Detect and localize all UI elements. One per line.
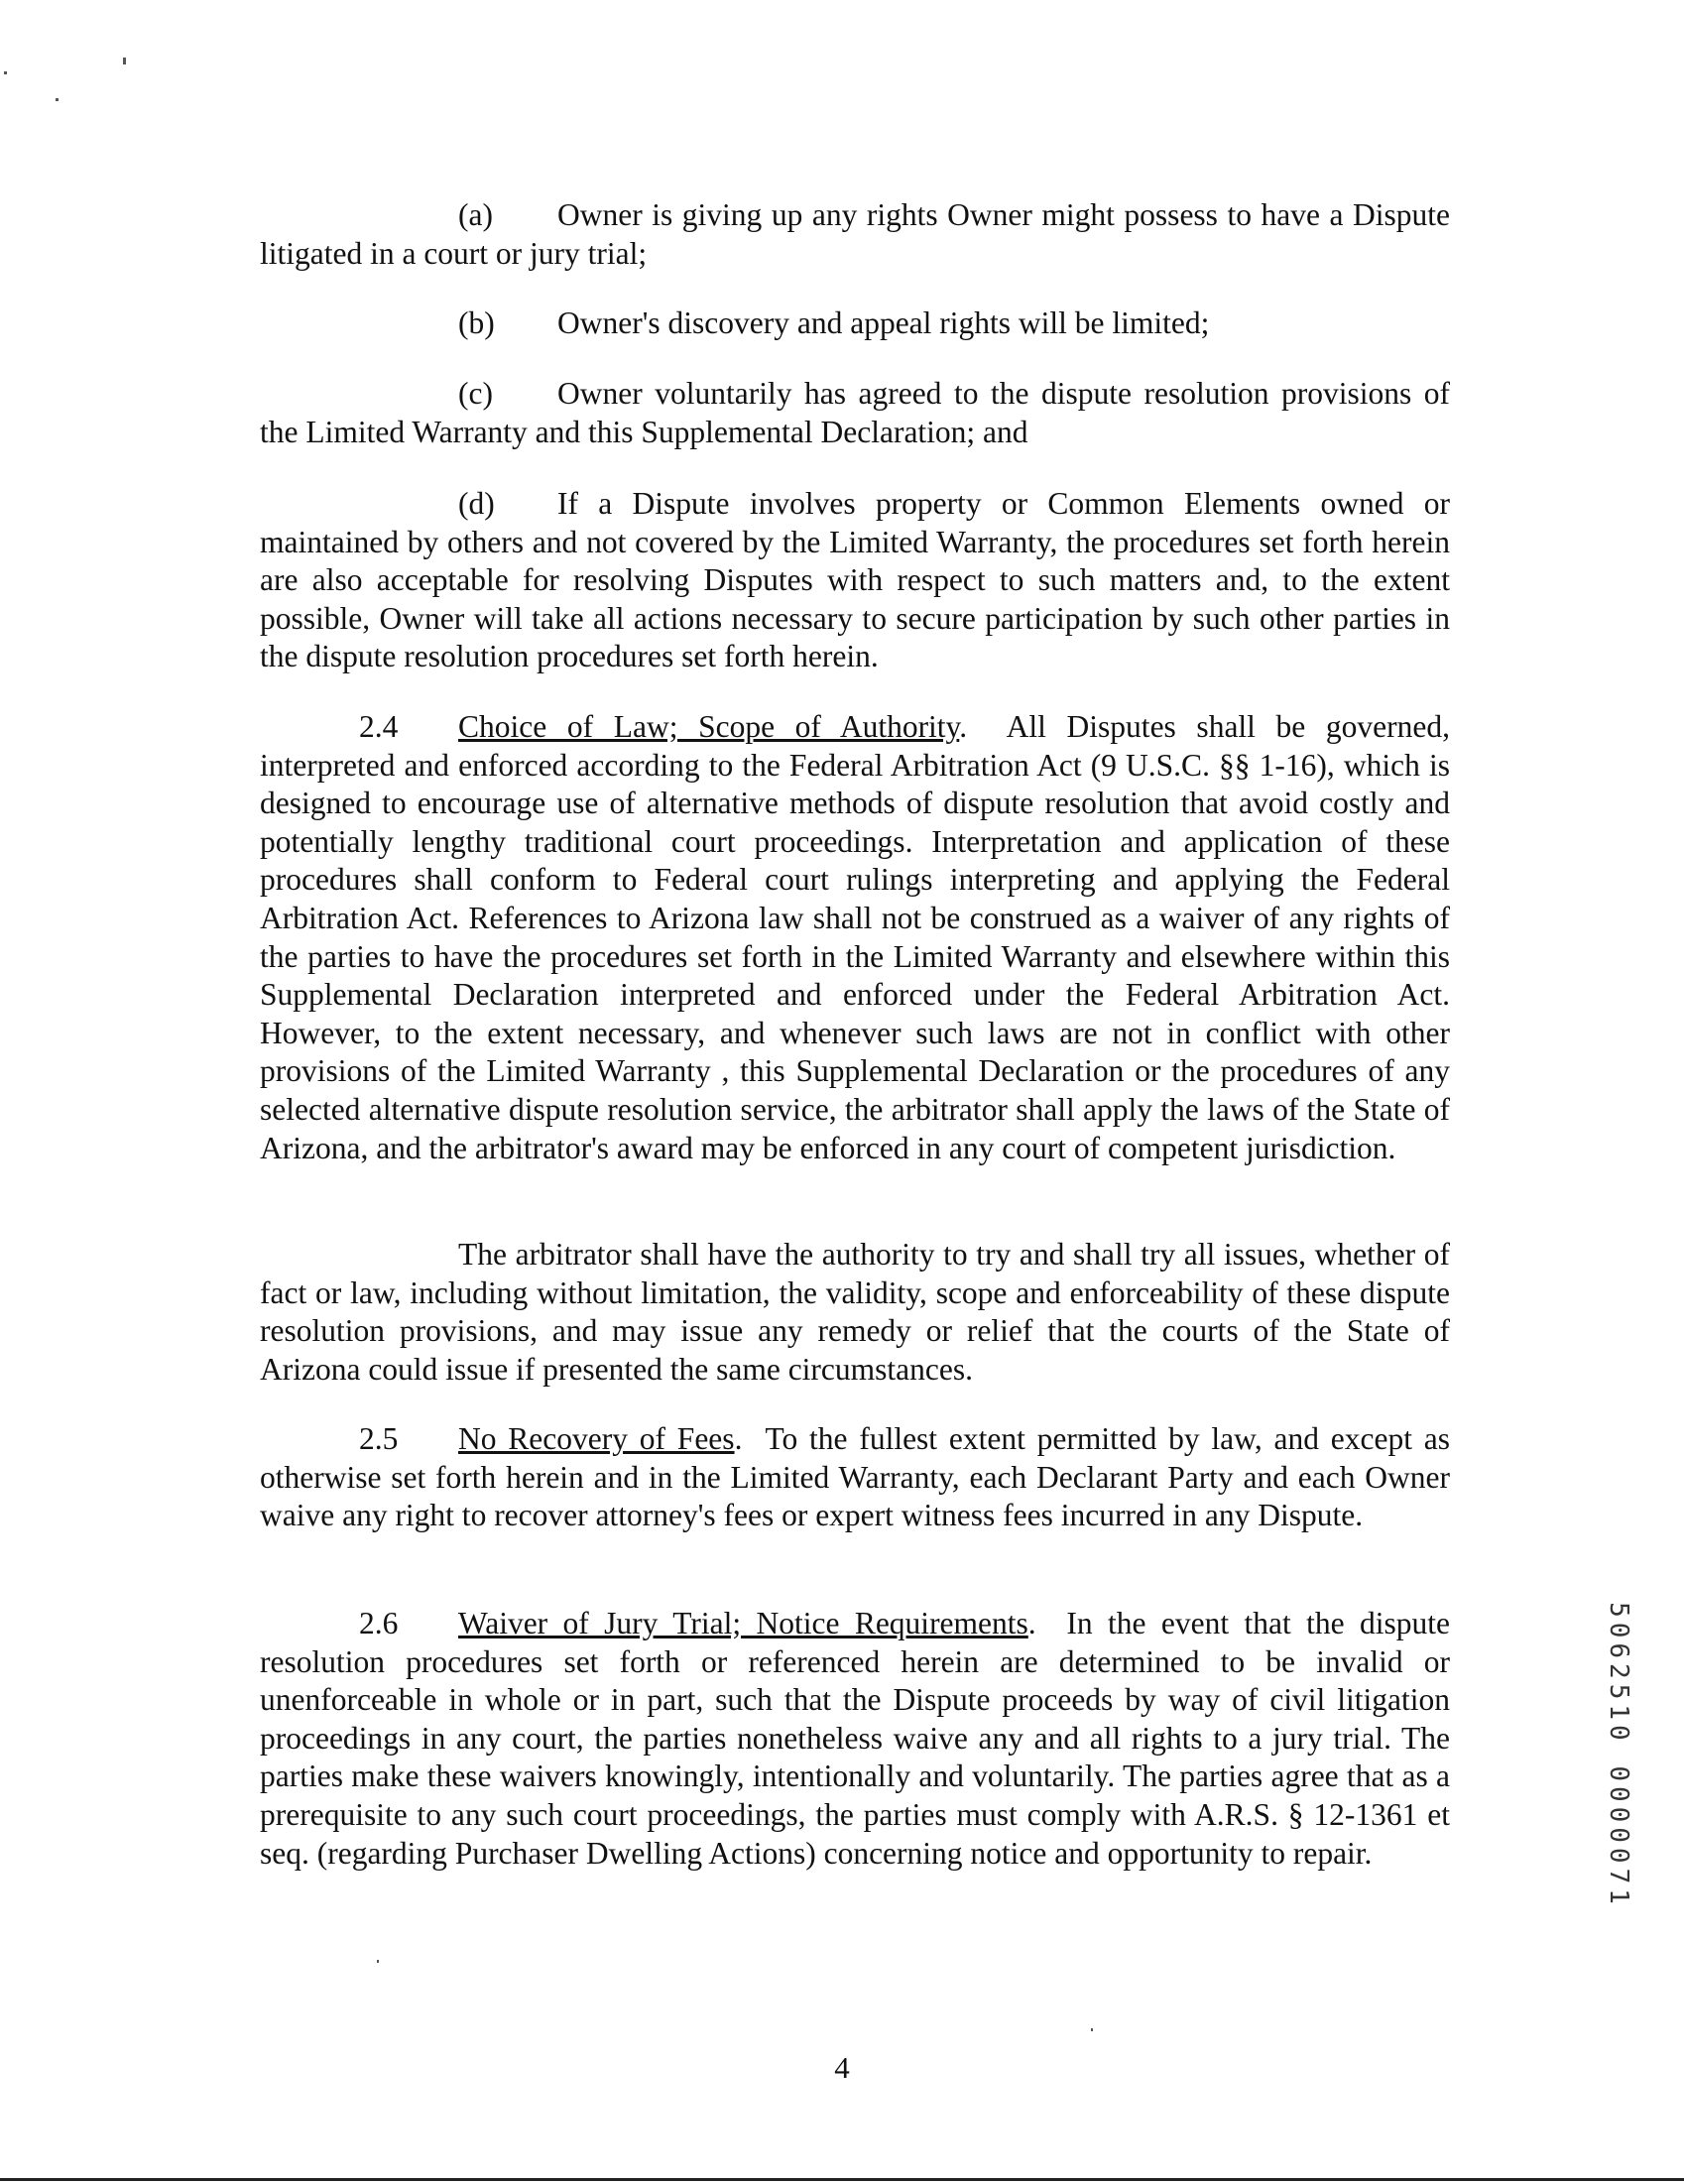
scan-speck [123, 58, 126, 64]
section-2-4-text: All Disputes shall be governed, interpreted and enforced according to the Federal Arbitration Act (9 U.S.C. §§ 1-16), which is designed to encourage use of alternative methods of dispute resolution that avoid costly and potentially lengthy traditional court proceedings. Interpretation and application of these procedures shall conform to Federal court rulings interpreting and applying the Federal Arbitration Act. References to Arizona law shall not be construed as a waiver of any rights of the parties to have the procedures set forth in the Limited Warranty and elsewhere within this Supplemental Declaration interpreted and enforced under the Federal Arbitration Act. However, to the extent necessary, and whenever such laws are not in conflict with other provisions of the Limited Warranty , this Supplemental Declaration or the procedures of any selected alternative dispute resolution service, the arbitrator shall apply the laws of the State of Arizona, and the arbitrator's award may be enforced in any court of competent jurisdiction. [260, 709, 1450, 1165]
section-2-6: 2.6 Waiver of Jury Trial; Notice Requirements. In the event that the dispute resolution procedures set forth or referenced herein are determined to be invalid or unenforceable in whole or in part, such that the Dispute proceeds by way of civil litigation proceedings in any court, the parties nonetheless waive any and all rights to a jury trial. The parties make these waivers knowingly, intentionally and voluntarily. The parties agree that as a prerequisite to any such court proceedings, the parties must comply with A.R.S. § 12-1361 et seq. (regarding Purchaser Dwelling Actions) concerning notice and opportunity to repair. [260, 1606, 1450, 1871]
paragraph-b-text: Owner's discovery and appeal rights will be limited; [557, 305, 1210, 340]
section-2-6-number: 2.6 [359, 1606, 399, 1640]
section-2-4-number: 2.4 [359, 709, 399, 744]
paragraph-c-text: Owner voluntarily has agreed to the dispute resolution provisions of the Limited Warranty and this Supplemental Declaration; and [260, 376, 1450, 449]
scan-speck [377, 1960, 379, 1963]
page-number: 4 [834, 2050, 850, 2085]
recording-stamp [1599, 1602, 1638, 1909]
scan-edge-line [0, 2178, 1684, 2181]
section-2-4-continued [260, 1236, 1450, 1389]
section-2-5-text: To the fullest extent permitted by law, and except as otherwise set forth herein and in the Limited Warranty, each Declarant Party and each Owner waive any right to recover attorney's fees or expert witness fees incurred in any Dispute. [260, 1421, 1451, 1533]
paragraph-a-label: (a) [458, 197, 493, 232]
section-2-4: 2.4 Choice of Law; Scope of Authority. All Disputes shall be governed, interpreted and enforced according to the Federal Arbitration Act (9 U.S.C. §§ 1-16), which is designed to encourage use of alternative methods of dispute resolution that avoid costly and potentially lengthy traditional court proceedings. Interpretation and application of these procedures shall conform to Federal court rulings interpreting and applying the Federal Arbitration Act. References to Arizona law shall not be construed as a waiver of any rights of the parties to have the procedures set forth in the Limited Warranty and elsewhere within this Supplemental Declaration interpreted and enforced under the Federal Arbitration Act. However, to the extent necessary, and whenever such laws are not in conflict with other provisions of the Limited Warranty , this Supplemental Declaration or the procedures of any selected alternative dispute resolution service, the arbitrator shall apply the laws of the State of Arizona, and the arbitrator's award may be enforced in any court of competent jurisdiction. [260, 709, 1450, 1165]
scan-speck [4, 71, 7, 74]
paragraph-d [260, 485, 1450, 676]
paragraph-a [260, 196, 1450, 273]
recording-stamp-text: 5062510 0000071 [1604, 1602, 1633, 1909]
section-2-5: 2.5 No Recovery of Fees. To the fullest extent permitted by law, and except as otherwise set forth herein and in the Limited Warranty, each Declarant Party and each Owner waive any right to recover attorney's fees or expert witness fees incurred in any Dispute. [260, 1421, 1451, 1533]
section-2-4-continued-text: The arbitrator shall have the authority to try and shall try all issues, whether of fact or law, including without limitation, the validity, scope and enforceability of these dispute resolution provisions, and may issue any remedy or relief that the courts of the State of Arizona could issue if presented the same circumstances. [260, 1237, 1450, 1387]
section-2-5-heading: No Recovery of Fees [458, 1421, 735, 1456]
paragraph-d-text: If a Dispute involves property or Common Elements owned or maintained by others and not covered by the Limited Warranty, the procedures set forth herein are also acceptable for resolving Disputes with respect to such matters and, to the extent possible, Owner will take all actions necessary to secure participation by such other parties in the dispute resolution procedures set forth herein. [260, 486, 1450, 674]
paragraph-d-label: (d) [458, 486, 495, 521]
scan-speck [1091, 2028, 1093, 2031]
paragraph-a-text: Owner is giving up any rights Owner might possess to have a Dispute litigated in a court or jury trial; [260, 197, 1450, 271]
paragraph-c-label: (c) [458, 376, 493, 411]
paragraph-b-label: (b) [458, 305, 495, 340]
section-2-4-heading: Choice of Law; Scope of Authority [458, 709, 960, 744]
section-2-6-heading: Waiver of Jury Trial; Notice Requirements [458, 1606, 1028, 1640]
section-2-5-number: 2.5 [359, 1421, 399, 1456]
scan-speck [56, 98, 59, 101]
paragraph-b [260, 304, 1450, 343]
paragraph-c [260, 375, 1450, 451]
section-2-6-text: In the event that the dispute resolution procedures set forth or referenced herein are determined to be invalid or unenforceable in whole or in part, such that the Dispute proceeds by way of civil litigation proceedings in any court, the parties nonetheless waive any and all rights to a jury trial. The parties make these waivers knowingly, intentionally and voluntarily. The parties agree that as a prerequisite to any such court proceedings, the parties must comply with A.R.S. § 12-1361 et seq. (regarding Purchaser Dwelling Actions) concerning notice and opportunity to repair. [260, 1606, 1450, 1871]
